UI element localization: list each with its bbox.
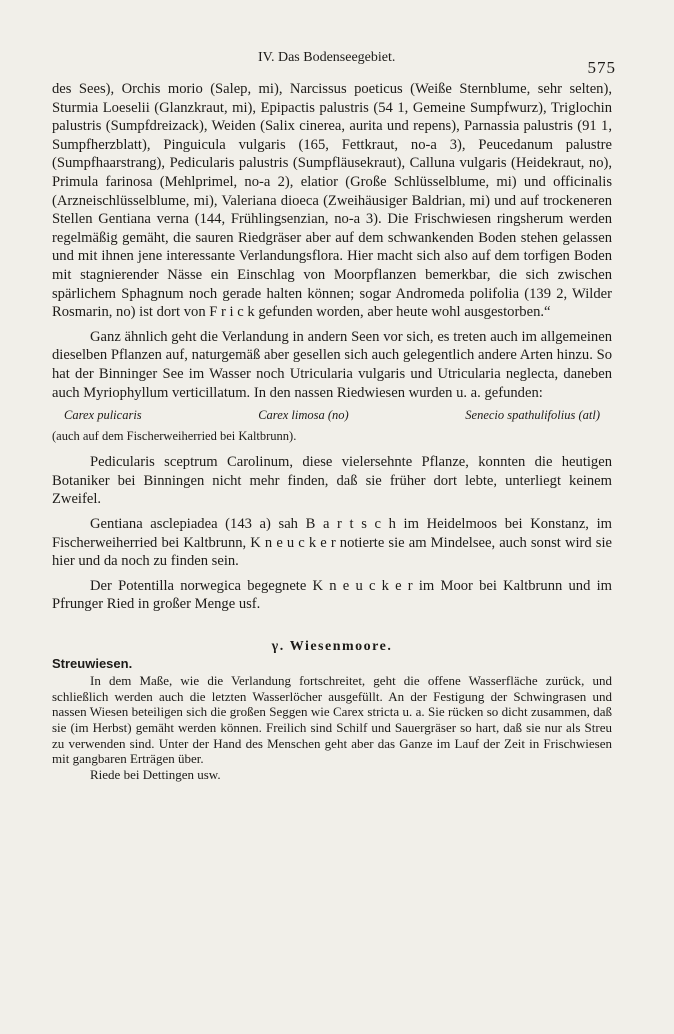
page-number: 575 <box>587 58 616 77</box>
paragraph-2: Ganz ähnlich geht die Verlandung in andern Seen vor sich, es treten auch im allgemeinen dieselben Pflanzen auf, naturgemäß aber gesellen sich auch gelegentlich andere Arten hinzu. So hat der Binninger See im Wasser noch Utricularia vulgaris und Utricularia neglecta, daneben auch Myriophyllum verticillatum. In den nassen Riedwiesen wurden u. a. gefunden: <box>52 328 612 401</box>
species-item: Carex pulicaris <box>64 408 142 423</box>
small-paragraph-end: Riede bei Dettingen usw. <box>90 766 221 782</box>
page-header <box>0 46 674 77</box>
running-head: IV. Das Bodenseegebiet. <box>258 50 396 65</box>
species-item: Senecio spathulifolius (atl) <box>465 408 600 423</box>
paragraph-1: des Sees), Orchis morio (Salep, mi), Narcissus poeticus (Weiße Sternblume, sehr selten), Sturmia Loeselii (Glanzkraut, mi), Epipactis palustris (54 1, Gemeine Sumpfwurz), Triglochin palustris (Sumpfdreizack), Weiden (Salix cinerea, aurita und repens), Parnassia palustris (91 1, Sumpfherzblatt), Pinguicula vulgaris (165, Fettkraut, no-a 3), Peucedanum palustre (Sumpfhaarstrang), Pedicularis palustris (Sumpfläusekraut), Calluna vulgaris (Heidekraut, no), Primula farinosa (Mehlprimel, no-a 2), elatior (Große Schlüsselblume, mi) und officinalis (Arzneischlüsselblume, mi), Valeriana dioeca (Zweihäusiger Baldrian, mi) und auf trockeneren Stellen Gentiana verna (144, Frühlingsenzian, no-a 3). Die Frischwiesen ringsherum werden regelmäßig gemäht, die sauren Riedgräser aber auf dem schwankenden Boden stehen gelassen und mit ihnen jene interessante Verlandungsflora. Hier macht sich also auf dem torfigen Boden mit stagnierender Nässe ein Einschlag von Moorpflanzen bemerkbar, die sich zwischen spärlichem Sphagnum noch gerade halten können; sogar Andromeda polifolia (139 2, Wilder Rosmarin, no) ist dort von F r i c k gefunden worden, aber heute wohl ausgestorben.“ <box>52 81 612 321</box>
species-row <box>64 406 600 425</box>
subheading: Streuwiesen. <box>52 655 133 671</box>
small-paragraph: In dem Maße, wie die Verlandung fortschreitet, geht die offene Wasserfläche zurück, und schließlich werden auch die letzten Wasserlöcher ausgefüllt. An der Festigung der Schwingrasen und nassen Wiesen beteiligen sich die großen Seggen wie Carex stricta u. a. Sie rücken so dicht zusammen, daß sie (im Herbst) gemäht werden können. Freilich sind Schilf und Sauergräser so hart, daß sie nur als Streu zu verwenden sind. Unter der Hand des Menschen geht aber das Ganze im Lauf der Zeit in Frischwiesen mit gangbaren Erträgen über. <box>52 673 612 767</box>
paragraph-5: Der Potentilla norwegica begegnete K n e u c k e r im Moor bei Kaltbrunn und im Pfrunger Ried in großer Menge usf. <box>52 577 612 613</box>
page-body <box>52 80 612 782</box>
species-item: Carex limosa (no) <box>258 408 349 423</box>
paragraph-4: Gentiana asclepiadea (143 a) sah B a r t s c h im Heidelmoos bei Konstanz, im Fischerweiherried bei Kaltbrunn, K n e u c k e r notierte sie am Mindelsee, auch sonst wird sie hier und da noch zu finden sein. <box>52 516 612 570</box>
species-caption: (auch auf dem Fischerweiherried bei Kaltbrunn). <box>52 428 297 443</box>
section-heading: γ. Wiesenmoore. <box>271 639 393 655</box>
paragraph-3: Pedicularis sceptrum Carolinum, diese vielersehnte Pflanze, konnten die heutigen Botaniker bei Binningen nicht mehr finden, daß sie früher dort lebte, unterliegt keinem Zweifel. <box>52 454 612 508</box>
